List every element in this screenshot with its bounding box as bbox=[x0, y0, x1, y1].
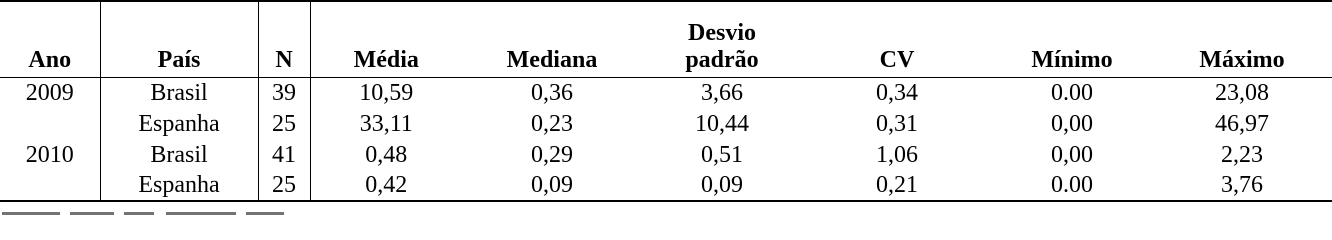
header-cv: CV bbox=[802, 1, 992, 77]
header-desvio-line2: padrão bbox=[685, 46, 759, 73]
cell-media: 0,48 bbox=[365, 141, 408, 168]
cell-minimo: 0.00 bbox=[1051, 79, 1093, 106]
cell-minimo: 0.00 bbox=[992, 170, 1152, 201]
cell-minimo: 0,00 bbox=[1051, 141, 1093, 168]
cell-desvio: 0,09 bbox=[642, 170, 802, 201]
header-desvio-line1: Desvio bbox=[688, 19, 756, 46]
cropped-source-note bbox=[0, 209, 400, 218]
cell-cv: 0,34 bbox=[876, 79, 918, 106]
cell-ano: 2010 bbox=[0, 139, 100, 170]
cell-media: 10,59 bbox=[359, 79, 414, 106]
cell-pais: Espanha bbox=[100, 170, 258, 201]
cell-maximo: 46,97 bbox=[1215, 110, 1269, 137]
table-row bbox=[0, 139, 1332, 170]
cell-minimo: 0,00 bbox=[1051, 110, 1093, 137]
cell-n: 25 bbox=[258, 108, 310, 139]
cell-mediana: 0,23 bbox=[531, 110, 573, 137]
cell-desvio: 3,66 bbox=[701, 79, 743, 106]
cell-n: 39 bbox=[258, 77, 310, 108]
cell-n: 25 bbox=[258, 170, 310, 201]
header-minimo: Mínimo bbox=[992, 1, 1152, 77]
cell-n: 41 bbox=[258, 139, 310, 170]
cell-cv: 0,21 bbox=[802, 170, 992, 201]
cell-ano: 2009 bbox=[0, 77, 100, 108]
header-pais: País bbox=[100, 1, 258, 77]
cell-desvio: 10,44 bbox=[695, 110, 749, 137]
header-row bbox=[0, 1, 1332, 77]
table-row bbox=[0, 108, 1332, 139]
header-ano: Ano bbox=[0, 1, 100, 77]
cell-pais: Brasil bbox=[100, 77, 258, 108]
cell-pais: Espanha bbox=[100, 108, 258, 139]
table-header bbox=[0, 1, 1332, 77]
cell-mediana: 0,09 bbox=[462, 170, 642, 201]
cell-maximo: 3,76 bbox=[1152, 170, 1332, 201]
cell-maximo: 2,23 bbox=[1221, 141, 1263, 168]
header-desvio-padrao bbox=[642, 1, 802, 77]
cell-ano bbox=[0, 170, 100, 201]
cell-cv: 1,06 bbox=[876, 141, 918, 168]
header-mediana: Mediana bbox=[462, 1, 642, 77]
cell-mediana: 0,29 bbox=[531, 141, 573, 168]
header-n: N bbox=[258, 1, 310, 77]
header-media: Média bbox=[310, 1, 462, 77]
cell-cv: 0,31 bbox=[876, 110, 918, 137]
header-maximo: Máximo bbox=[1152, 1, 1332, 77]
cell-media: 33,11 bbox=[359, 110, 413, 137]
table-body bbox=[0, 77, 1332, 201]
cell-pais: Brasil bbox=[100, 139, 258, 170]
table-row bbox=[0, 170, 1332, 201]
cell-mediana: 0,36 bbox=[531, 79, 573, 106]
table-row bbox=[0, 77, 1332, 108]
cell-media: 0,42 bbox=[310, 170, 462, 201]
cell-ano bbox=[0, 108, 100, 139]
cell-maximo: 23,08 bbox=[1215, 79, 1269, 106]
cell-desvio: 0,51 bbox=[701, 141, 743, 168]
